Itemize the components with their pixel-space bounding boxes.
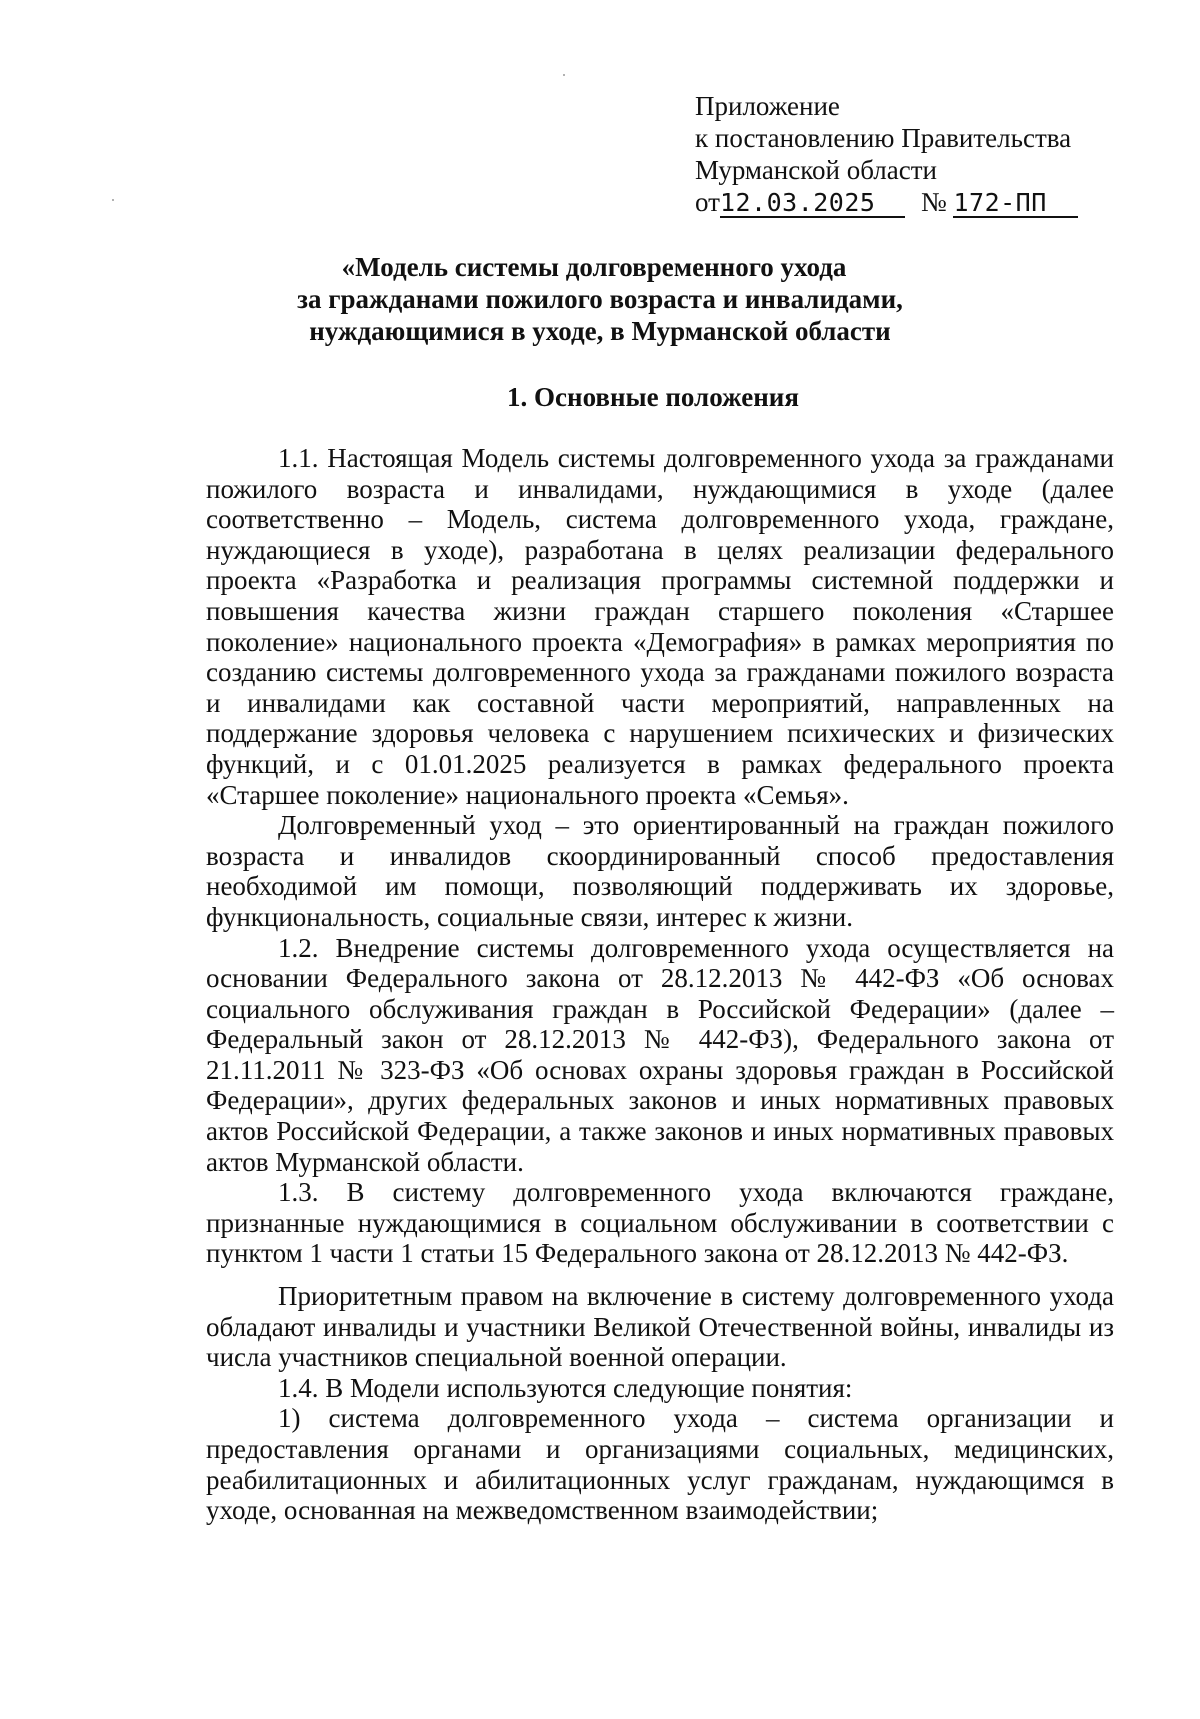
paragraph-term-1: 1) система долговременного ухода – система организации и предоставления органами и организациями социальных, медицинских, реабилитационных и абилитационных услуг гражданам, нуждающимся в уходе, основанная на межведомственном взаимодействии; — [206, 1403, 1114, 1526]
appendix-resolution-ref: к постановлению Правительства — [695, 123, 1072, 153]
section-heading: 1. Основные положения — [507, 382, 799, 412]
scan-speck — [112, 199, 114, 201]
document-title — [0, 251, 1200, 347]
date-prefix: от — [695, 187, 720, 217]
resolution-date: 12.03.2025 — [720, 190, 905, 218]
paragraph-1-2: 1.2. Внедрение системы долговременного ухода осуществляется на основании Федерального закона от 28.12.2013 № 442-ФЗ «Об основах социального обслуживания граждан в Российской Федерации» (далее – Федеральный закон от 28.12.2013 № 442-ФЗ), Федерального закона от 21.11.2011 № 323-ФЗ «Об основах охраны здоровья граждан в Российской Федерации», других федеральных законов и иных нормативных правовых актов Российской Федерации, а также законов и иных нормативных правовых актов Мурманской области. — [206, 932, 1114, 1177]
resolution-number: 172-ПП — [953, 190, 1078, 218]
scan-speck — [563, 74, 565, 76]
number-sign: № — [920, 187, 947, 217]
title-line-1: «Модель системы долговременного ухода — [341, 252, 847, 282]
paragraph-1-1: 1.1. Настоящая Модель системы долговременного ухода за гражданами пожилого возраста и инвалидами, нуждающимися в уходе (далее соответственно – Модель, система долговременного ухода, граждане, нуждающиеся в уходе), разработана в целях реализации федерального проекта «Разработка и реализация программы системной поддержки и повышения качества жизни граждан старшего поколения «Старшее поколение» национального проекта «Демография» в рамках мероприятия по созданию системы долговременного ухода за гражданами пожилого возраста и инвалидами как составной части мероприятий, направленных на поддержание здоровья человека с нарушением психических и физических функций, и с 01.01.2025 реализуется в рамках федерального проекта «Старшее поколение» национального проекта «Семья». — [206, 443, 1114, 810]
paragraph-1-3: 1.3. В систему долговременного ухода включаются граждане, признанные нуждающимися в социальном обслуживании в соответствии с пунктом 1 части 1 статьи 15 Федерального закона от 28.12.2013 № 442-ФЗ. — [206, 1177, 1114, 1269]
paragraph-priority: Приоритетным правом на включение в систему долговременного ухода обладают инвалиды и участники Великой Отечественной войны, инвалиды из числа участников специальной военной операции. — [206, 1281, 1114, 1373]
paragraph-definition: Долговременный уход – это ориентированный на граждан пожилого возраста и инвалидов скоординированный способ предоставления необходимой им помощи, позволяющий поддерживать их здоровье, функциональность, социальные связи, интерес к жизни. — [206, 810, 1114, 932]
appendix-date-number — [695, 186, 1078, 218]
document-body — [206, 443, 1114, 1526]
appendix-region: Мурманской области — [695, 155, 937, 185]
appendix-label: Приложение — [695, 91, 840, 121]
title-line-3: нуждающимися в уходе, в Мурманской области — [309, 316, 891, 346]
title-line-2: за гражданами пожилого возраста и инвалидами, — [297, 284, 903, 314]
paragraph-1-4: 1.4. В Модели используются следующие понятия: — [278, 1372, 853, 1403]
appendix-header — [695, 90, 1078, 218]
